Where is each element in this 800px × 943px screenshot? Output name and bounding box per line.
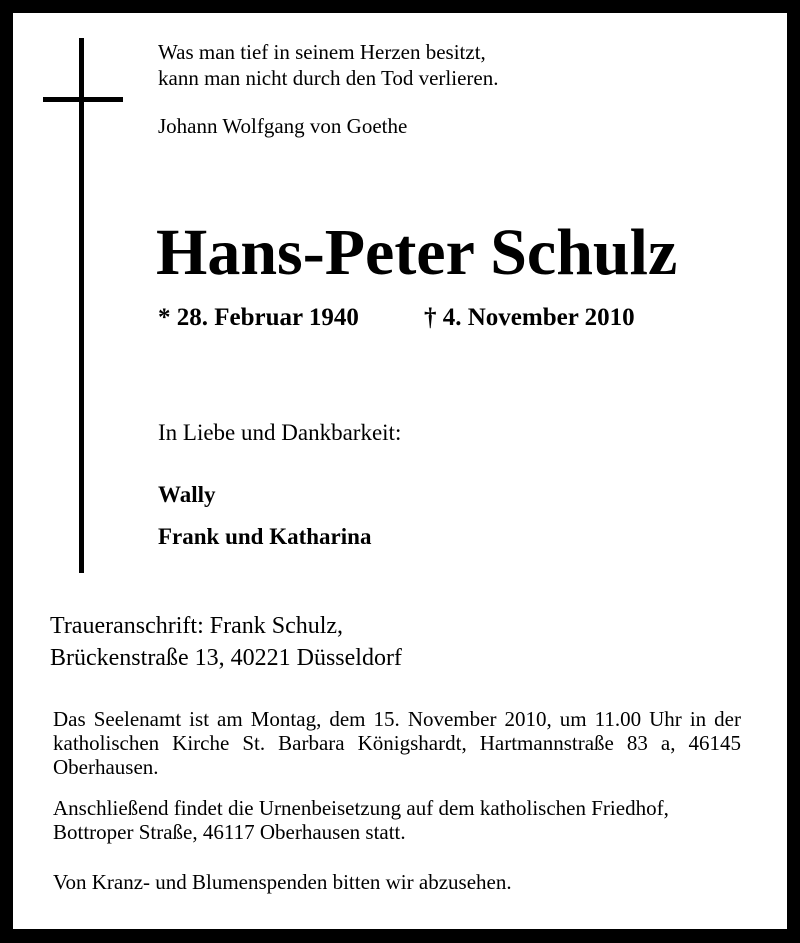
address-line-2: Brückenstraße 13, 40221 Düsseldorf [50,645,402,671]
cross-icon [79,38,84,573]
address-line-1: Traueranschrift: Frank Schulz, [50,613,344,639]
burial-paragraph: Anschließend findet die Urnenbeisetzung auf dem katholischen Friedhof, Bottroper Straße, 46117 Oberhausen statt. [53,796,669,844]
mourner-name: Wally [158,482,216,507]
mourner-name: Frank und Katharina [158,524,372,549]
service-paragraph: Das Seelenamt ist am Montag, dem 15. November 2010, um 11.00 Uhr in der katholischen Kirche St. Barbara Königshardt, Hartmannstraße 83 a, 46145 Oberhausen. [53,707,741,779]
flowers-paragraph: Von Kranz- und Blumenspenden bitten wir abzusehen. [53,870,512,894]
quote-line-2: kann man nicht durch den Tod verlieren. [158,66,499,90]
birth-date: * 28. Februar 1940 [158,304,359,331]
death-date: † 4. November 2010 [424,304,635,331]
deceased-name: Hans-Peter Schulz [156,216,678,289]
obituary-notice [13,13,787,929]
quote-line-1: Was man tief in seinem Herzen besitzt, [158,40,486,64]
mourners-intro: In Liebe und Dankbarkeit: [158,420,402,445]
quote-author: Johann Wolfgang von Goethe [158,114,408,138]
cross-icon-bar [43,97,123,102]
